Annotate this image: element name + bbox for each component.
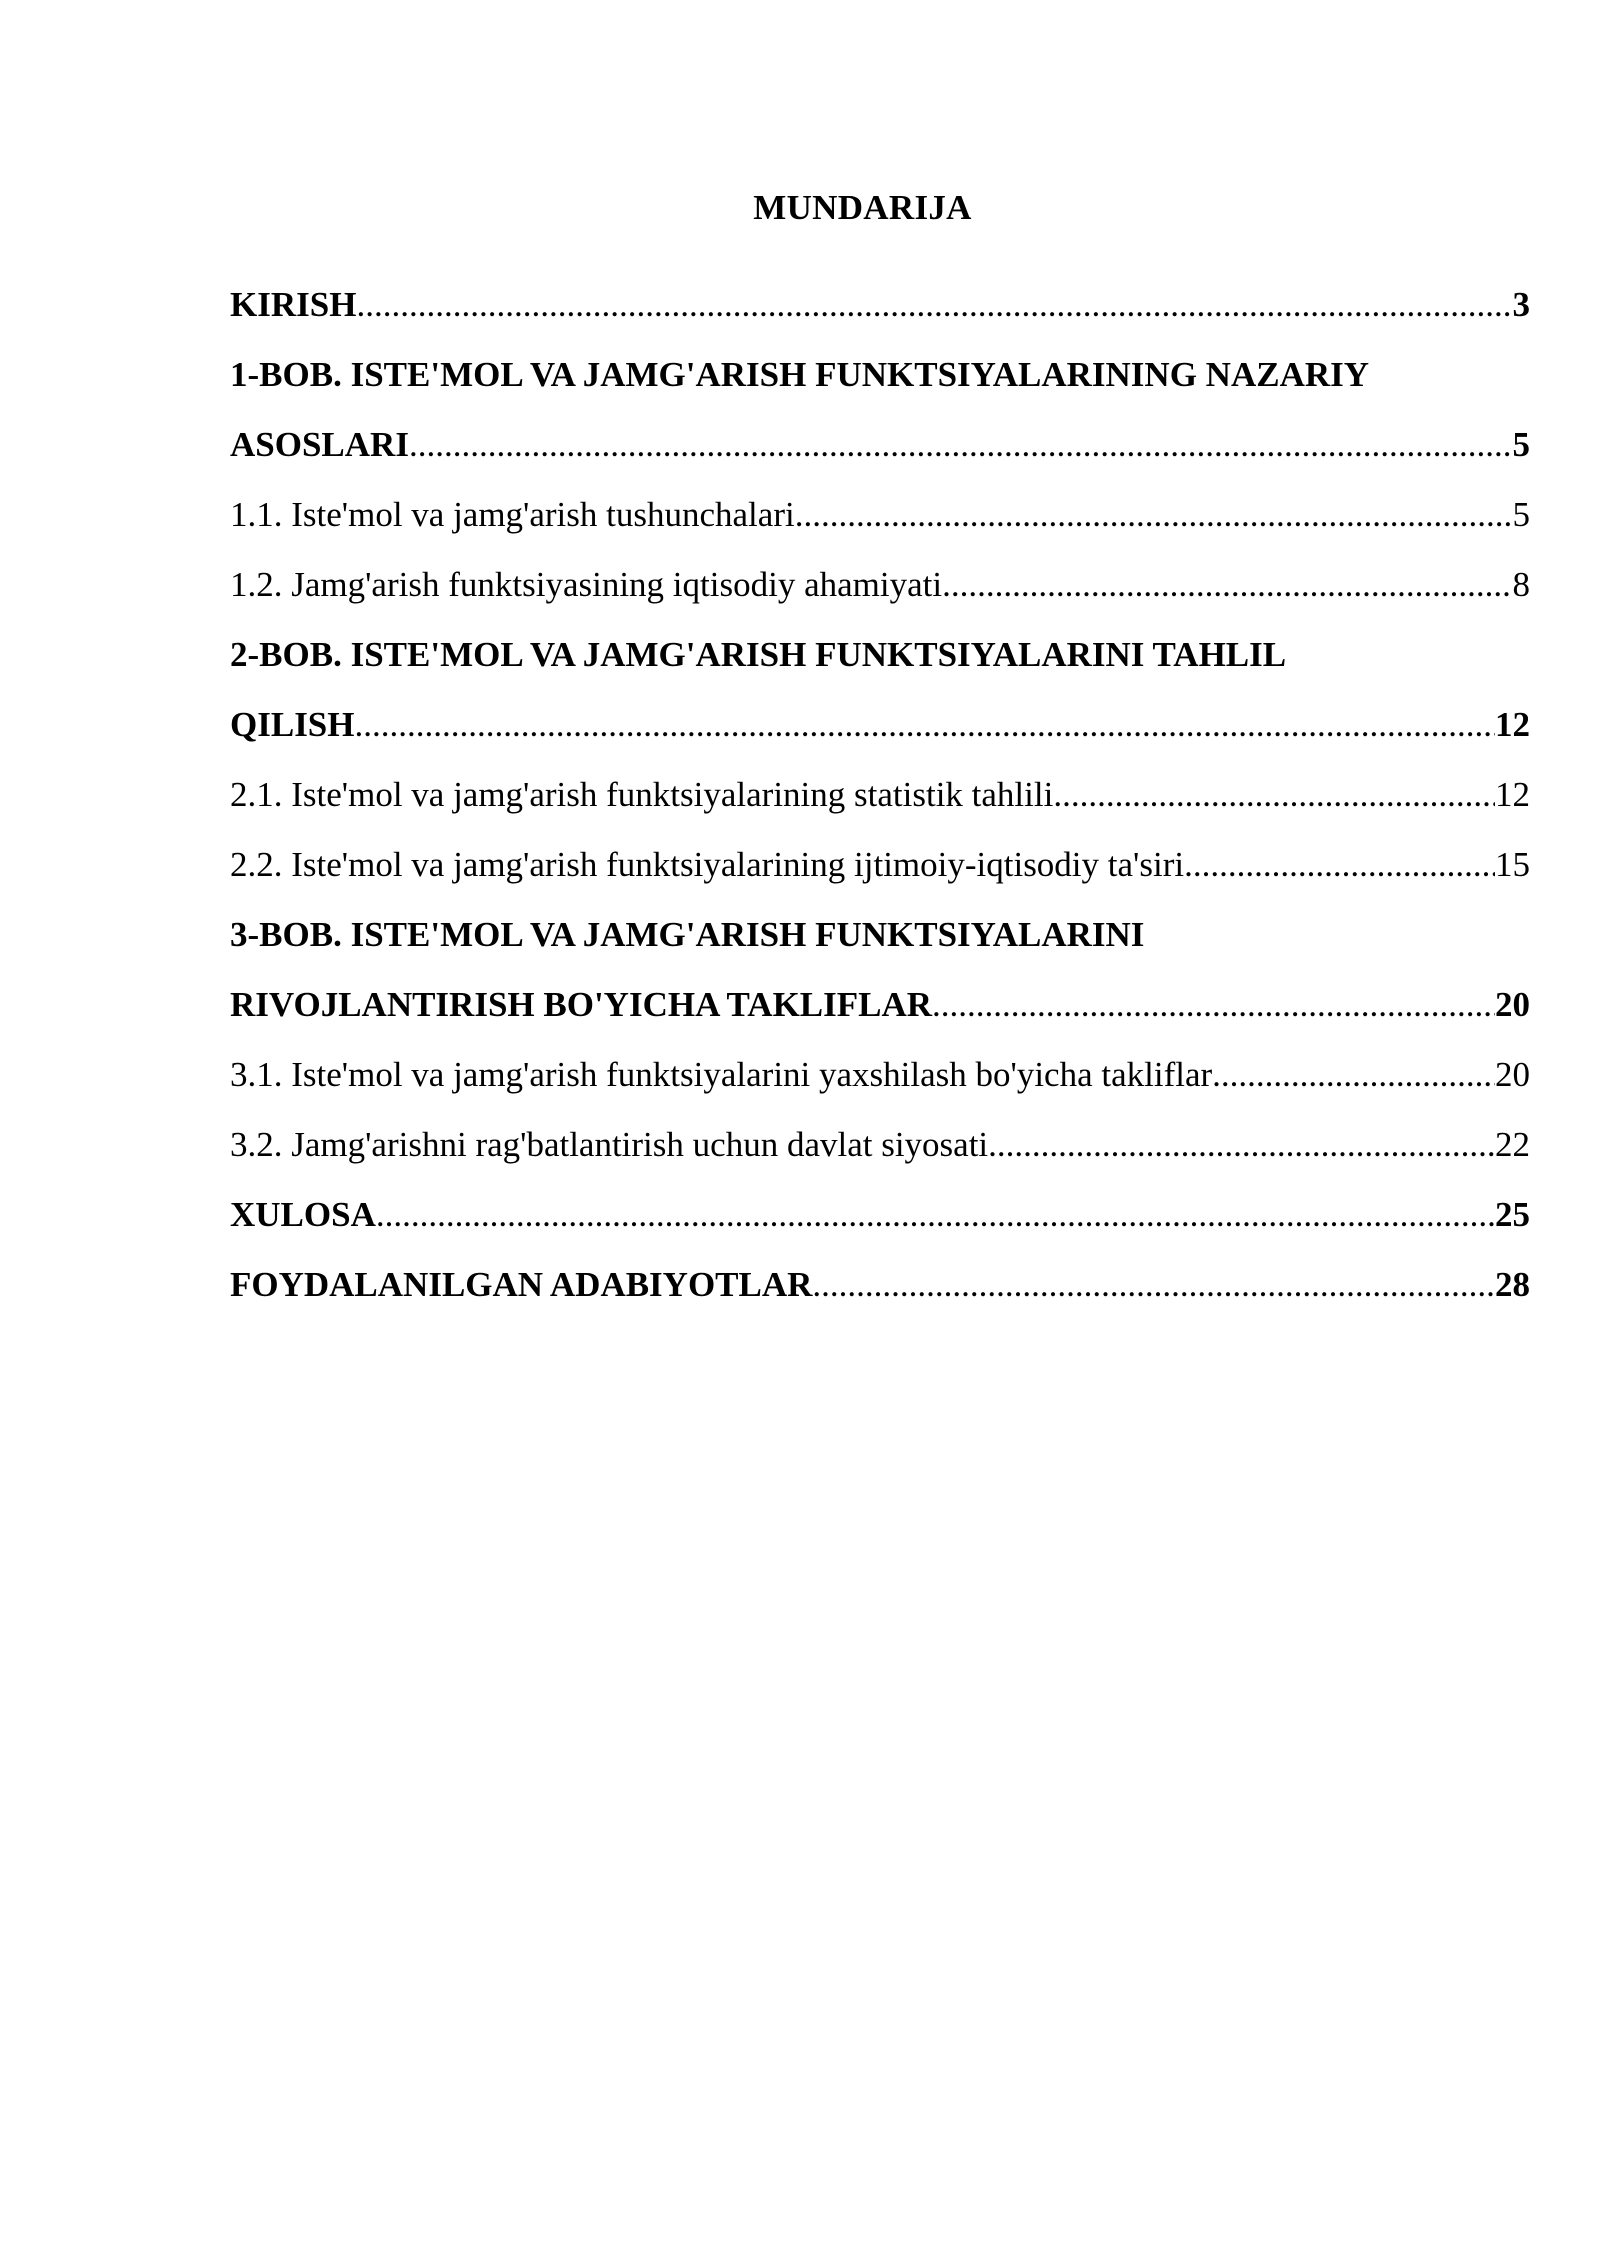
- dot-leader: [1053, 760, 1495, 830]
- page-title: MUNDARIJA: [753, 188, 972, 227]
- toc-entry-title: RIVOJLANTIRISH BO'YICHA TAKLIFLAR: [230, 985, 933, 1024]
- toc-page-number: 8: [1512, 565, 1530, 604]
- toc-entry-section-3-1[interactable]: [230, 1040, 1530, 1110]
- dot-leader: [932, 970, 1495, 1040]
- dot-leader: [376, 1180, 1495, 1250]
- toc-entry-chapter-2[interactable]: [230, 620, 1530, 760]
- dot-leader: [1212, 1040, 1495, 1110]
- toc-entry-title: XULOSA: [230, 1195, 376, 1234]
- toc-entry-chapter-1[interactable]: [230, 340, 1530, 480]
- toc-page-number: 25: [1495, 1195, 1530, 1234]
- toc-page-number: 20: [1495, 1055, 1530, 1094]
- toc-page-number: 3: [1512, 285, 1530, 324]
- toc-page-number: 22: [1495, 1125, 1530, 1164]
- toc-page-number: 5: [1512, 495, 1530, 534]
- dot-leader: [355, 690, 1496, 760]
- dot-leader: [1184, 830, 1495, 900]
- dot-leader: [942, 550, 1512, 620]
- dot-leader: [356, 270, 1512, 340]
- toc-entry-section-2-1[interactable]: [230, 760, 1530, 830]
- toc-entry-title: 3.1. Iste'mol va jamg'arish funktsiyalarini yaxshilash bo'yicha takliflar: [230, 1055, 1213, 1094]
- toc-entry-title: 2.1. Iste'mol va jamg'arish funktsiyalarining statistik tahlili: [230, 775, 1054, 814]
- toc-page-number: 5: [1512, 425, 1530, 464]
- toc-entry-section-1-1[interactable]: [230, 480, 1530, 550]
- toc-entry-title-line: 3-BOB. ISTE'MOL VA JAMG'ARISH FUNKTSIYALARINI: [230, 915, 1145, 954]
- toc-entry-chapter-3[interactable]: [230, 900, 1530, 1040]
- toc-page-number: 12: [1495, 775, 1530, 814]
- toc-entry-section-1-2[interactable]: [230, 550, 1530, 620]
- toc-entry-bibliography[interactable]: [230, 1250, 1530, 1320]
- toc-entry-title-line: 2-BOB. ISTE'MOL VA JAMG'ARISH FUNKTSIYALARINI TAHLIL: [230, 635, 1287, 674]
- dot-leader: [409, 410, 1513, 480]
- toc-entry-title: KIRISH: [230, 285, 357, 324]
- toc-page-number: 20: [1495, 985, 1530, 1024]
- toc-entry-title: FOYDALANILGAN ADABIYOTLAR: [230, 1265, 813, 1304]
- toc-entry-xulosa[interactable]: [230, 1180, 1530, 1250]
- toc-page-number: 12: [1495, 705, 1530, 744]
- toc-page-number: 28: [1495, 1265, 1530, 1304]
- toc-entry-title: 3.2. Jamg'arishni rag'batlantirish uchun davlat siyosati: [230, 1125, 989, 1164]
- toc-entry-kirish[interactable]: [230, 270, 1530, 340]
- dot-leader: [795, 480, 1513, 550]
- toc-entry-title: 1.1. Iste'mol va jamg'arish tushunchalari: [230, 495, 795, 534]
- toc-entry-title: ASOSLARI: [230, 425, 409, 464]
- toc-entry-title-line: 1-BOB. ISTE'MOL VA JAMG'ARISH FUNKTSIYALARINING NAZARIY: [230, 355, 1370, 394]
- toc-entry-section-2-2[interactable]: [230, 830, 1530, 900]
- toc-entry-section-3-2[interactable]: [230, 1110, 1530, 1180]
- dot-leader: [988, 1110, 1495, 1180]
- toc-entry-title: 2.2. Iste'mol va jamg'arish funktsiyalarining ijtimoiy-iqtisodiy ta'siri: [230, 845, 1185, 884]
- toc-page-number: 15: [1495, 845, 1530, 884]
- dot-leader: [812, 1250, 1495, 1320]
- toc-entry-title: QILISH: [230, 705, 355, 744]
- toc-entry-title: 1.2. Jamg'arish funktsiyasining iqtisodiy ahamiyati: [230, 565, 943, 604]
- table-of-contents: [230, 270, 1530, 1320]
